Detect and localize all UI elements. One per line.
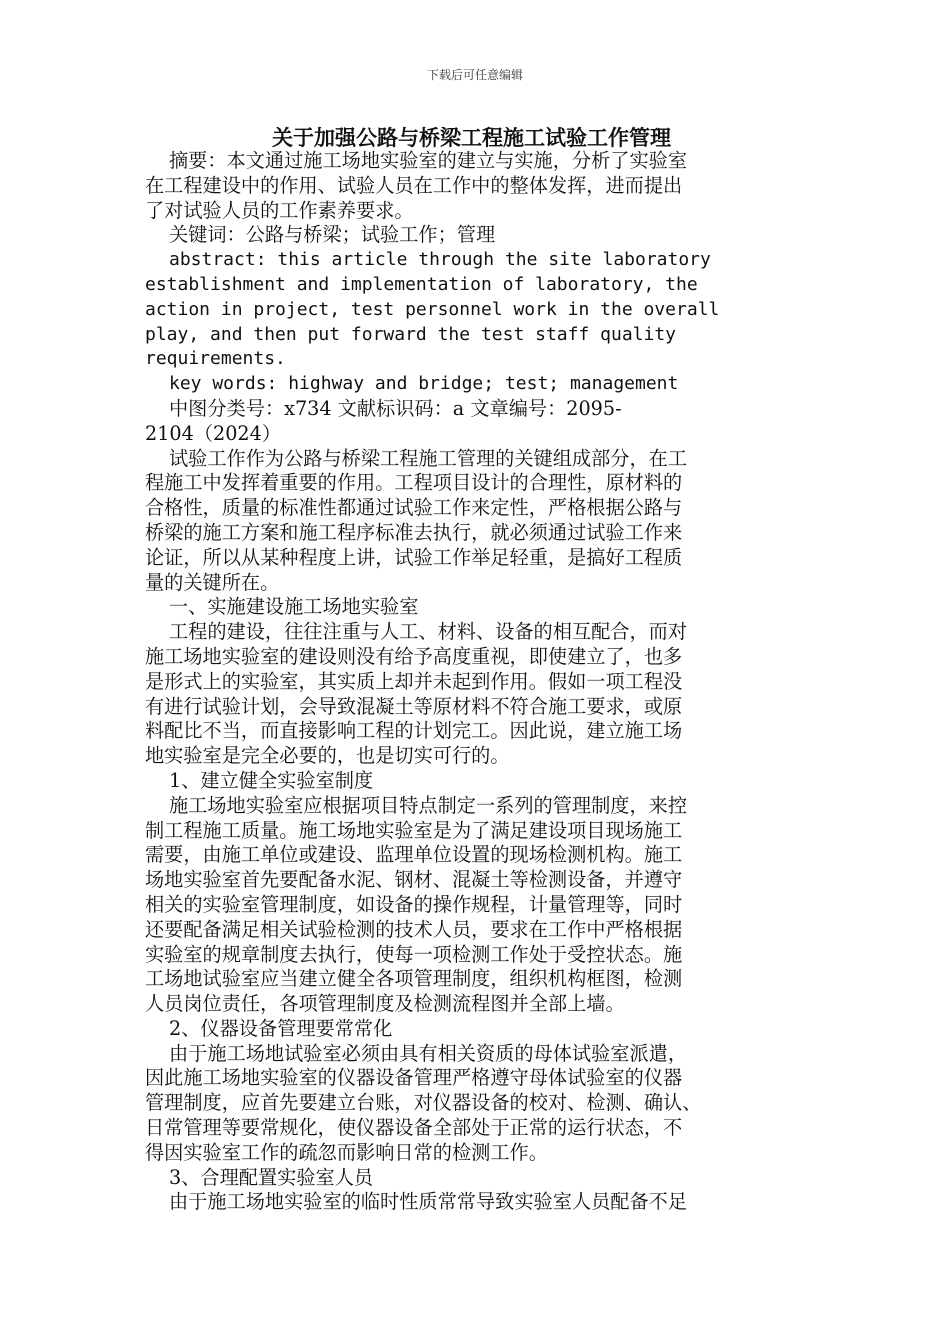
text-line: 料配比不当，而直接影响工程的计划完工。因此说，建立施工场 <box>145 719 683 743</box>
text-line: 地实验室是完全必要的，也是切实可行的。 <box>145 744 510 768</box>
text-line: 2、仪器设备管理要常常化 <box>169 1016 393 1040</box>
text-line: 关键词：公路与桥梁；试验工作；管理 <box>169 223 496 247</box>
text-line: key words: highway and bridge; test; management <box>169 373 679 395</box>
text-line: 1、建立健全实验室制度 <box>169 768 374 792</box>
text-line: 由于施工场地实验室的临时性质常常导致实验室人员配备不足 <box>169 1190 688 1214</box>
text-line: 合格性，质量的标准性都通过试验工作来定性，严格根据公路与 <box>145 496 683 520</box>
document-title: 关于加强公路与桥梁工程施工试验工作管理 <box>272 125 671 150</box>
document-body <box>145 149 785 1215</box>
text-line: 是形式上的实验室，其实质上却并未起到作用。假如一项工程没 <box>145 669 683 693</box>
text-line: 管理制度，应首先要建立台账，对仪器设备的校对、检测、确认、 <box>145 1091 702 1115</box>
text-line: establishment and implementation of laboratory, the <box>145 273 698 295</box>
text-line: 在工程建设中的作用、试验人员在工作中的整体发挥，进而提出 <box>145 173 683 197</box>
text-line: 摘要：本文通过施工场地实验室的建立与实施，分析了实验室 <box>169 149 688 172</box>
text-line: 3、合理配置实验室人员 <box>169 1165 374 1189</box>
text-line: 中图分类号：x734 文献标识码：a 文章编号：2095- <box>169 396 622 420</box>
text-line: 程施工中发挥着重要的作用。工程项目设计的合理性，原材料的 <box>145 471 683 495</box>
text-line: 实验室的规章制度去执行，使每一项检测工作处于受控状态。施 <box>145 942 683 966</box>
text-line: requirements. <box>145 348 286 370</box>
text-line: 因此施工场地实验室的仪器设备管理严格遵守母体试验室的仪器 <box>145 1066 683 1090</box>
text-line: 桥梁的施工方案和施工程序标准去执行，就必须通过试验工作来 <box>145 520 683 544</box>
header-note: 下载后可任意编辑 <box>426 68 523 82</box>
text-line: 2104（2024） <box>145 421 282 445</box>
text-line: 施工场地实验室应根据项目特点制定一系列的管理制度，来控 <box>169 793 688 817</box>
text-line: 由于施工场地试验室必须由具有相关资质的母体试验室派遣， <box>169 1041 688 1065</box>
text-line: 论证，所以从某种程度上讲，试验工作举足轻重，是搞好工程质 <box>145 545 683 569</box>
text-line: 工场地试验室应当建立健全各项管理制度，组织机构框图，检测 <box>145 967 683 991</box>
text-line: 人员岗位责任，各项管理制度及检测流程图并全部上墙。 <box>145 992 625 1016</box>
text-line: 量的关键所在。 <box>145 570 280 594</box>
text-line: action in project, test personnel work in the overall <box>145 298 720 320</box>
text-line: 有进行试验计划，会导致混凝土等原材料不符合施工要求，或原 <box>145 694 683 718</box>
text-line: 得因实验室工作的疏忽而影响日常的检测工作。 <box>145 1140 548 1164</box>
text-line: 场地实验室首先要配备水泥、钢材、混凝土等检测设备，并遵守 <box>145 868 683 892</box>
text-line: 工程的建设，往往注重与人工、材料、设备的相互配合，而对 <box>169 620 688 644</box>
text-line: 制工程施工质量。施工场地实验室是为了满足建设项目现场施工 <box>145 818 683 842</box>
text-line: 试验工作作为公路与桥梁工程施工管理的关键组成部分，在工 <box>169 446 688 470</box>
text-line: 需要，由施工单位或建设、监理单位设置的现场检测机构。施工 <box>145 843 683 867</box>
text-line: 了对试验人员的工作素养要求。 <box>145 198 414 222</box>
text-line: 一、实施建设施工场地实验室 <box>169 595 419 619</box>
text-line: play, and then put forward the test staff quality <box>145 323 677 345</box>
text-line: 日常管理等要常规化，使仪器设备全部处于正常的运行状态，不 <box>145 1116 683 1140</box>
text-line: 施工场地实验室的建设则没有给予高度重视，即使建立了，也多 <box>145 644 683 668</box>
text-line: abstract: this article through the site laboratory <box>169 249 711 271</box>
text-line: 相关的实验室管理制度，如设备的操作规程，计量管理等，同时 <box>145 892 683 916</box>
text-line: 还要配备满足相关试验检测的技术人员，要求在工作中严格根据 <box>145 917 683 941</box>
